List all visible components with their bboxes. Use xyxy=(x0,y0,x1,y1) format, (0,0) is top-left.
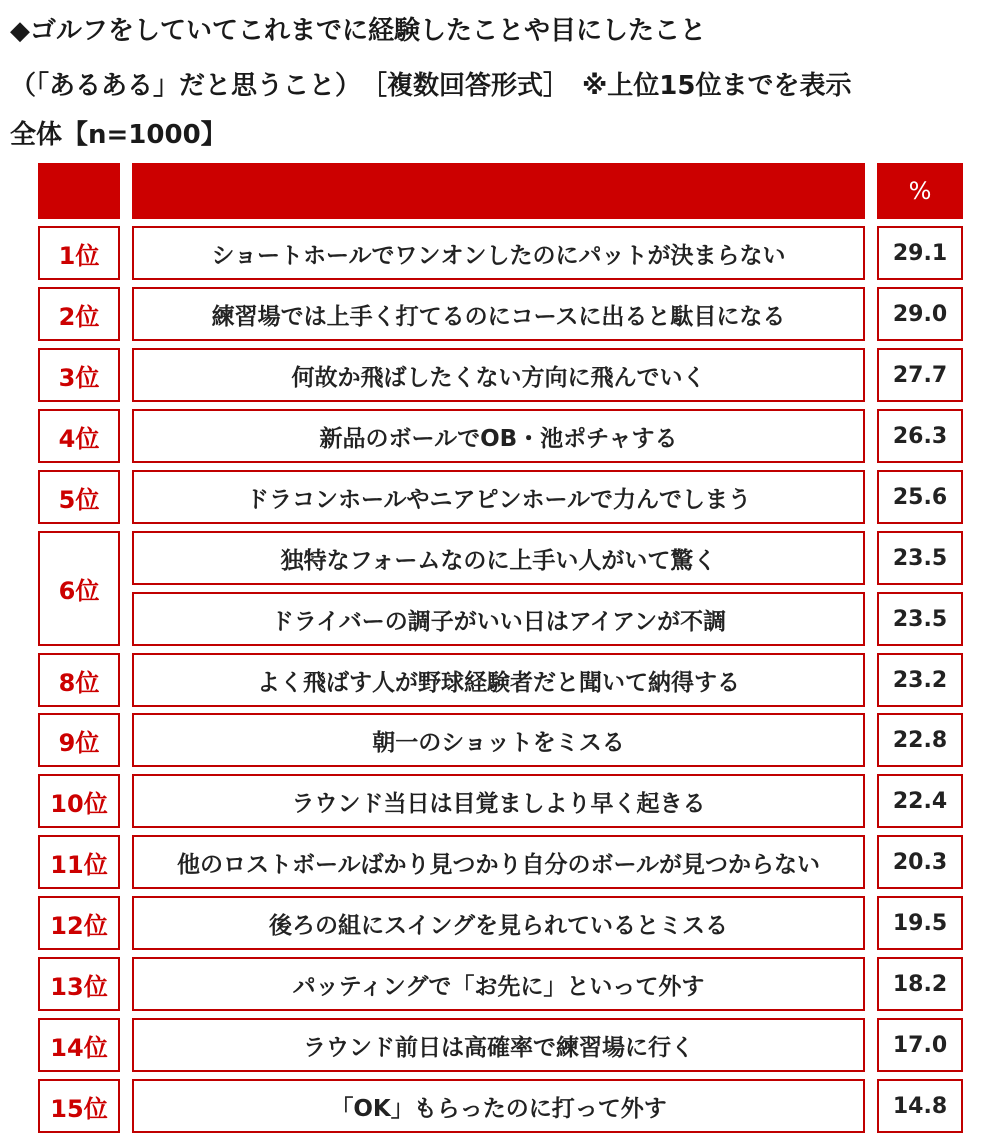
percent-value: 19.5 xyxy=(877,896,963,950)
percent-value: 23.2 xyxy=(877,653,963,707)
rank-label: 9位 xyxy=(38,713,120,767)
percent-value: 17.0 xyxy=(877,1018,963,1072)
item-label: 何故か飛ばしたくない方向に飛んでいく xyxy=(132,348,865,402)
percent-value: 22.4 xyxy=(877,774,963,828)
percent-value: 29.1 xyxy=(877,226,963,280)
item-label: ラウンド前日は高確率で練習場に行く xyxy=(132,1018,865,1072)
percent-value: 26.3 xyxy=(877,409,963,463)
item-label: よく飛ばす人が野球経験者だと聞いて納得する xyxy=(132,653,865,707)
rank-label: 8位 xyxy=(38,653,120,707)
item-label: 朝一のショットをミスる xyxy=(132,713,865,767)
percent-value: 18.2 xyxy=(877,957,963,1011)
rank-label: 11位 xyxy=(38,835,120,889)
percent-value: 25.6 xyxy=(877,470,963,524)
page-subtitle: （「あるある」だと思うこと） ［複数回答形式］ ※上位15位までを表示 xyxy=(10,71,852,101)
item-label: ドライバーの調子がいい日はアイアンが不調 xyxy=(132,592,865,646)
item-label: 他のロストボールばかり見つかり自分のボールが見つからない xyxy=(132,835,865,889)
rank-label: 5位 xyxy=(38,470,120,524)
page-title: ◆ゴルフをしていてこれまでに経験したことや目にしたこと xyxy=(10,16,706,46)
rank-label: 6位 xyxy=(38,531,120,646)
rank-label: 12位 xyxy=(38,896,120,950)
rank-label: 15位 xyxy=(38,1079,120,1133)
percent-value: 27.7 xyxy=(877,348,963,402)
rank-column-header xyxy=(38,163,120,219)
item-label: 練習場では上手く打てるのにコースに出ると駄目になる xyxy=(132,287,865,341)
item-label: パッティングで「お先に」といって外す xyxy=(132,957,865,1011)
item-column-header xyxy=(132,163,865,219)
percent-value: 23.5 xyxy=(877,531,963,585)
sample-size-label: 全体【n=1000】 xyxy=(10,120,227,150)
rank-label: 3位 xyxy=(38,348,120,402)
item-label: 独特なフォームなのに上手い人がいて驚く xyxy=(132,531,865,585)
item-label: ラウンド当日は目覚ましより早く起きる xyxy=(132,774,865,828)
percent-value: 20.3 xyxy=(877,835,963,889)
percent-column-header: % xyxy=(877,163,963,219)
rank-label: 1位 xyxy=(38,226,120,280)
item-label: ドラコンホールやニアピンホールで力んでしまう xyxy=(132,470,865,524)
percent-value: 22.8 xyxy=(877,713,963,767)
percent-value: 14.8 xyxy=(877,1079,963,1133)
rank-label: 14位 xyxy=(38,1018,120,1072)
rank-label: 10位 xyxy=(38,774,120,828)
rank-label: 13位 xyxy=(38,957,120,1011)
item-label: 新品のボールでOB・池ポチャする xyxy=(132,409,865,463)
rank-label: 2位 xyxy=(38,287,120,341)
percent-value: 23.5 xyxy=(877,592,963,646)
item-label: 「OK」もらったのに打って外す xyxy=(132,1079,865,1133)
percent-value: 29.0 xyxy=(877,287,963,341)
item-label: 後ろの組にスイングを見られているとミスる xyxy=(132,896,865,950)
rank-label: 4位 xyxy=(38,409,120,463)
item-label: ショートホールでワンオンしたのにパットが決まらない xyxy=(132,226,865,280)
